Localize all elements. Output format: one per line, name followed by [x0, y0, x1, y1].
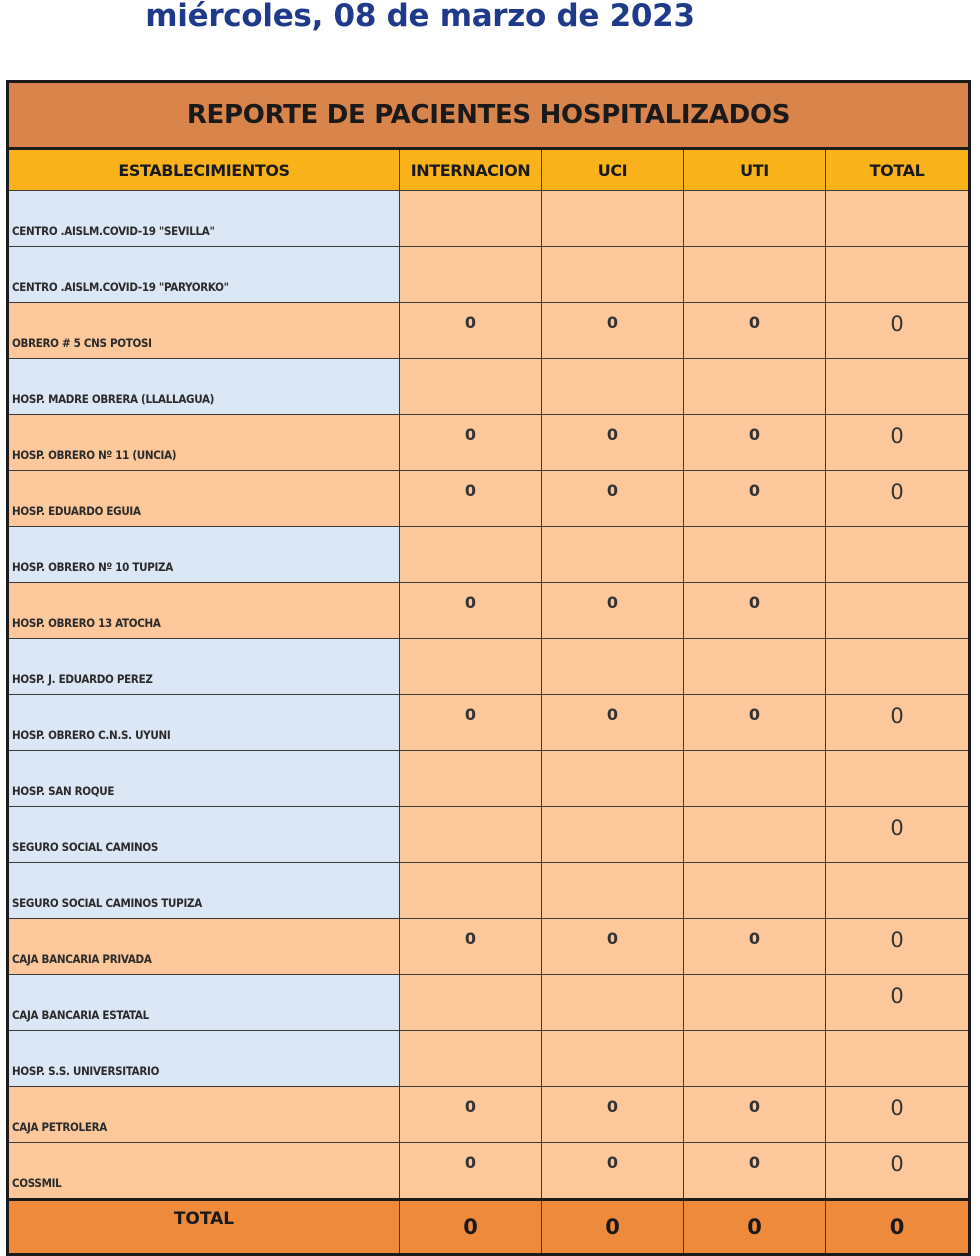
uti-value: 0: [684, 303, 826, 359]
uci-value: 0: [542, 303, 684, 359]
internacion-value: [400, 359, 542, 415]
internacion-value: [400, 751, 542, 807]
uti-value: 0: [684, 919, 826, 975]
row-total-value: 0: [826, 471, 970, 527]
column-header-uti: UTI: [684, 149, 826, 191]
uci-value: [542, 807, 684, 863]
uti-value: [684, 359, 826, 415]
row-total-value: [826, 751, 970, 807]
row-total-value: [826, 1031, 970, 1087]
table-row: [8, 863, 970, 919]
row-total-value: [826, 863, 970, 919]
row-total-value: 0: [826, 1143, 970, 1200]
uti-value: 0: [684, 1087, 826, 1143]
row-total-value: [826, 191, 970, 247]
row-total-value: 0: [826, 975, 970, 1031]
table-row: [8, 807, 970, 863]
uci-value: [542, 359, 684, 415]
internacion-value: [400, 191, 542, 247]
table-row: [8, 415, 970, 471]
uti-value: [684, 247, 826, 303]
row-total-value: [826, 527, 970, 583]
internacion-value: 0: [400, 695, 542, 751]
establishment-name: CENTRO .AISLM.COVID-19 "SEVILLA": [8, 191, 400, 247]
establishment-name: HOSP. S.S. UNIVERSITARIO: [8, 1031, 400, 1087]
table-row: [8, 247, 970, 303]
row-total-value: [826, 639, 970, 695]
uti-value: [684, 751, 826, 807]
uci-value: 0: [542, 583, 684, 639]
establishment-name: CAJA BANCARIA ESTATAL: [8, 975, 400, 1031]
column-header-establecimientos: ESTABLECIMIENTOS: [8, 149, 400, 191]
uti-value: 0: [684, 415, 826, 471]
row-total-value: 0: [826, 807, 970, 863]
table-row: [8, 695, 970, 751]
establishment-name: CAJA BANCARIA PRIVADA: [8, 919, 400, 975]
establishment-name: HOSP. OBRERO Nº 10 TUPIZA: [8, 527, 400, 583]
establishment-name: HOSP. OBRERO 13 ATOCHA: [8, 583, 400, 639]
internacion-value: [400, 975, 542, 1031]
table-row: [8, 583, 970, 639]
internacion-value: [400, 1031, 542, 1087]
internacion-value: 0: [400, 919, 542, 975]
uti-value: 0: [684, 471, 826, 527]
internacion-value: 0: [400, 415, 542, 471]
uci-value: 0: [542, 415, 684, 471]
uti-value: [684, 191, 826, 247]
uci-value: 0: [542, 695, 684, 751]
table-row: [8, 359, 970, 415]
total-internacion: 0: [400, 1200, 542, 1255]
establishment-name: HOSP. J. EDUARDO PEREZ: [8, 639, 400, 695]
table-row: [8, 527, 970, 583]
uti-value: [684, 807, 826, 863]
establishment-name: HOSP. MADRE OBRERA (LLALLAGUA): [8, 359, 400, 415]
uci-value: [542, 247, 684, 303]
uci-value: [542, 863, 684, 919]
internacion-value: 0: [400, 471, 542, 527]
uti-value: [684, 975, 826, 1031]
establishment-name: HOSP. OBRERO C.N.S. UYUNI: [8, 695, 400, 751]
table-row: [8, 471, 970, 527]
uti-value: [684, 1031, 826, 1087]
table-row: [8, 919, 970, 975]
table-row: [8, 303, 970, 359]
uti-value: 0: [684, 695, 826, 751]
uci-value: [542, 975, 684, 1031]
row-total-value: 0: [826, 1087, 970, 1143]
uci-value: [542, 527, 684, 583]
table-row: [8, 639, 970, 695]
uti-value: [684, 527, 826, 583]
table-row: [8, 751, 970, 807]
report-date: miércoles, 08 de marzo de 2023: [145, 0, 695, 34]
uci-value: 0: [542, 1143, 684, 1200]
establishment-name: SEGURO SOCIAL CAMINOS TUPIZA: [8, 863, 400, 919]
establishment-name: COSSMIL: [8, 1143, 400, 1200]
internacion-value: [400, 807, 542, 863]
table-row: [8, 1031, 970, 1087]
uci-value: [542, 1031, 684, 1087]
internacion-value: 0: [400, 1087, 542, 1143]
uti-value: [684, 863, 826, 919]
table-row: [8, 191, 970, 247]
uci-value: 0: [542, 471, 684, 527]
total-uti: 0: [684, 1200, 826, 1255]
row-total-value: 0: [826, 695, 970, 751]
internacion-value: 0: [400, 1143, 542, 1200]
row-total-value: 0: [826, 919, 970, 975]
row-total-value: [826, 359, 970, 415]
establishment-name: CENTRO .AISLM.COVID-19 "PARYORKO": [8, 247, 400, 303]
table-header-row: [8, 149, 970, 191]
uci-value: [542, 639, 684, 695]
uci-value: 0: [542, 919, 684, 975]
uci-value: [542, 751, 684, 807]
table-title: REPORTE DE PACIENTES HOSPITALIZADOS: [8, 82, 970, 149]
internacion-value: 0: [400, 583, 542, 639]
table-title-row: [8, 82, 970, 149]
uti-value: 0: [684, 583, 826, 639]
total-uci: 0: [542, 1200, 684, 1255]
row-total-value: [826, 247, 970, 303]
uci-value: 0: [542, 1087, 684, 1143]
table-row: [8, 1087, 970, 1143]
total-label: TOTAL: [8, 1200, 400, 1255]
internacion-value: [400, 863, 542, 919]
row-total-value: [826, 583, 970, 639]
table-row: [8, 975, 970, 1031]
internacion-value: [400, 527, 542, 583]
total-total: 0: [826, 1200, 970, 1255]
establishment-name: HOSP. EDUARDO EGUIA: [8, 471, 400, 527]
column-header-internacion: INTERNACION: [400, 149, 542, 191]
column-header-total: TOTAL: [826, 149, 970, 191]
uti-value: [684, 639, 826, 695]
uti-value: 0: [684, 1143, 826, 1200]
uci-value: [542, 191, 684, 247]
establishment-name: OBRERO # 5 CNS POTOSI: [8, 303, 400, 359]
column-header-uci: UCI: [542, 149, 684, 191]
table-total-row: [8, 1200, 970, 1255]
establishment-name: HOSP. SAN ROQUE: [8, 751, 400, 807]
establishment-name: HOSP. OBRERO Nº 11 (UNCIA): [8, 415, 400, 471]
establishment-name: SEGURO SOCIAL CAMINOS: [8, 807, 400, 863]
table-row: [8, 1143, 970, 1200]
row-total-value: 0: [826, 303, 970, 359]
internacion-value: [400, 247, 542, 303]
hospitalized-patients-table: [6, 80, 971, 1256]
internacion-value: [400, 639, 542, 695]
establishment-name: CAJA PETROLERA: [8, 1087, 400, 1143]
row-total-value: 0: [826, 415, 970, 471]
internacion-value: 0: [400, 303, 542, 359]
